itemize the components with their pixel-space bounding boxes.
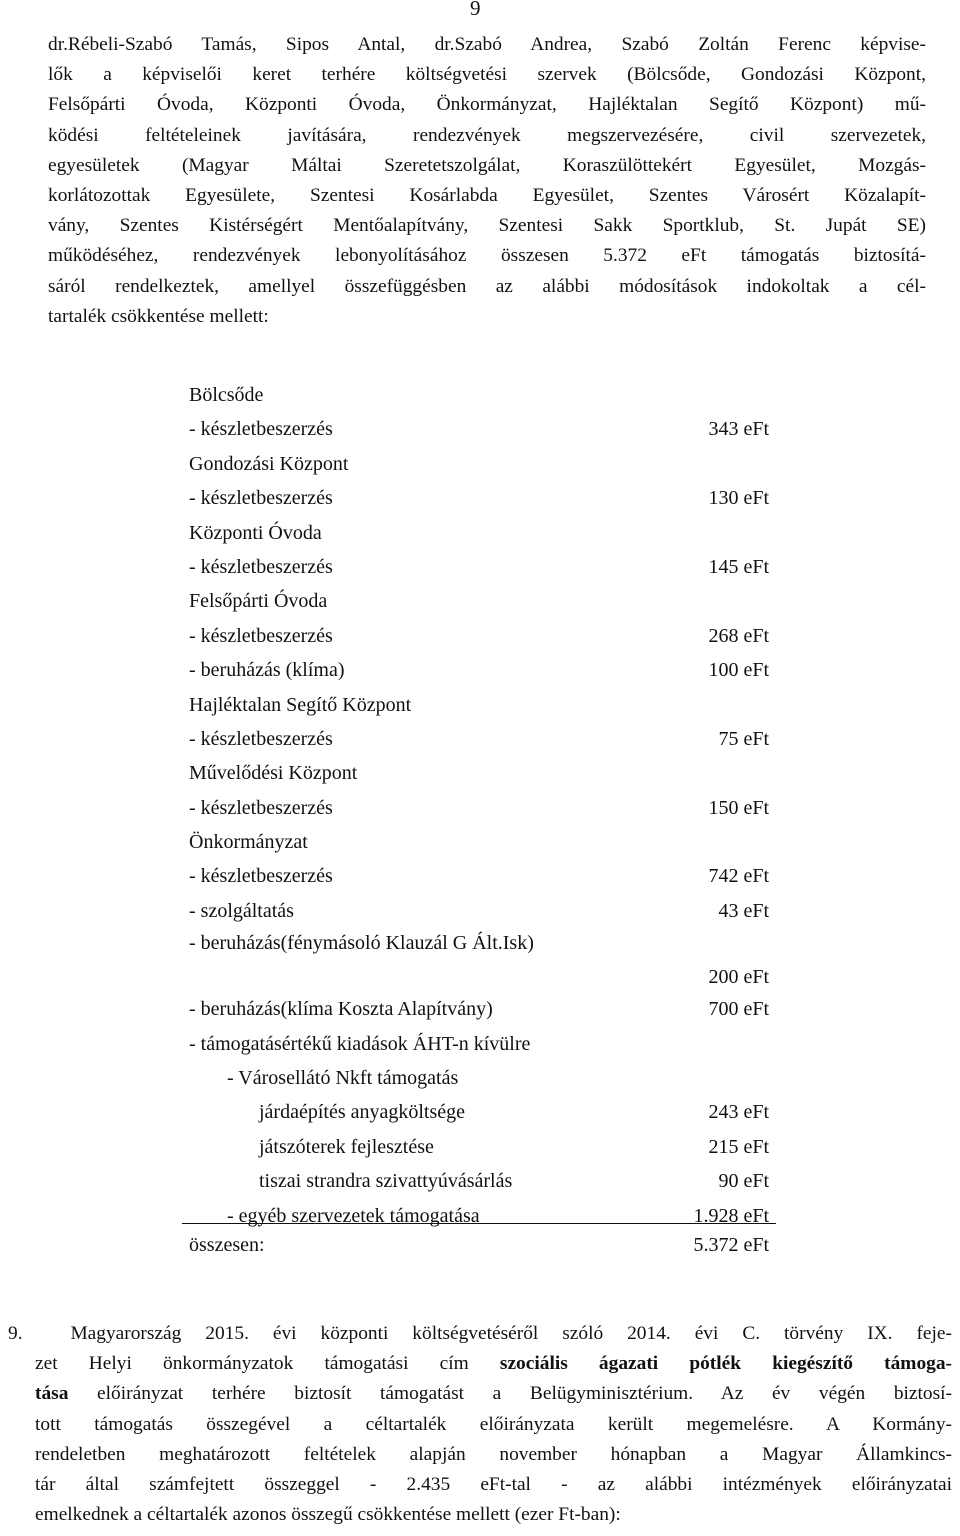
bold-text: szociális ágazati pótlék kiegészítő támoga-: [499, 1353, 952, 1375]
paragraph-line: [8, 1379, 952, 1409]
intro-line: dr.Rébeli-Szabó Tamás, Sipos Antal, dr.Szabó Andrea, Szabó Zoltán Ferenc képvise-: [48, 34, 926, 55]
row-label: Gondozási Központ: [189, 452, 349, 475]
paragraph-line: emelkednek a céltartalék azonos összegű csökkentése mellett (ezer Ft-ban):: [35, 1504, 621, 1526]
table-row: [189, 1130, 769, 1164]
intro-line: vány, Szentes Kistérségért Mentőalapítvány, Szentesi Sakk Sportklub, St. Jupát SE): [48, 215, 926, 237]
table-row: [189, 928, 769, 992]
table-row: [189, 481, 769, 515]
table-row: [189, 1027, 769, 1061]
intro-line: korlátozottak Egyesülete, Szentesi Kosárlabda Egyesület, Szentes Városért Közalapít-: [48, 185, 926, 207]
row-label: - készletbeszerzés: [189, 727, 333, 750]
table-row: [189, 378, 769, 412]
paragraph-line: [8, 1349, 952, 1379]
table-row: [189, 825, 769, 859]
table-row: [189, 447, 769, 481]
paragraph-line: [8, 1319, 952, 1349]
intro-line: lők a képviselői keret terhére költségvetési szervek (Bölcsőde, Gondozási Központ,: [48, 64, 926, 86]
row-label: - támogatásértékű kiadások ÁHT-n kívülre: [189, 1032, 531, 1055]
row-label: - készletbeszerzés: [189, 796, 333, 819]
table-row: [189, 584, 769, 618]
row-value: 100 eFt: [708, 659, 769, 682]
table-row: [189, 1061, 769, 1095]
row-label: - Városellátó Nkft támogatás: [227, 1067, 459, 1090]
row-label: tiszai strandra szivattyúvásárlás: [259, 1170, 513, 1193]
row-label: Önkormányzat: [189, 831, 308, 854]
table-row: [189, 1095, 769, 1129]
paragraph-line: rendeletben meghatározott feltételek alapján november hónapban a Magyar Államkincs-: [35, 1443, 952, 1465]
row-label: - beruházás (klíma): [189, 659, 345, 682]
row-label: járdaépítés anyagköltsége: [259, 1101, 466, 1124]
sum-divider: [182, 1223, 776, 1224]
intro-line: működéséhez, rendezvények lebonyolításához összesen 5.372 eFt támogatás biztosítá-: [48, 245, 926, 267]
row-label: - készletbeszerzés: [189, 487, 333, 510]
table-row: [189, 653, 769, 687]
table-row: [189, 756, 769, 790]
row-label: - szolgáltatás: [189, 899, 294, 922]
row-label: Bölcsőde: [189, 384, 264, 406]
row-value: 243 eFt: [708, 1101, 769, 1124]
row-value: 268 eFt: [708, 624, 769, 647]
table-row: [189, 619, 769, 653]
row-value: 200 eFt: [708, 966, 769, 989]
table-row: [189, 550, 769, 584]
paragraph-line: tár által számfejtett összeggel - 2.435 eFt-tal - az alábbi intézmények előirányzatai: [35, 1474, 952, 1496]
row-label: - készletbeszerzés: [189, 624, 333, 647]
section-9-paragraph: [8, 1319, 952, 1530]
row-label: - készletbeszerzés: [189, 865, 333, 888]
row-label: játszóterek fejlesztése: [259, 1135, 434, 1158]
row-label: - egyéb szervezetek támogatása: [227, 1204, 480, 1227]
paragraph-text: előirányzat terhére biztosít támogatást a Belügyminisztérium. Az év végén biztosí-: [68, 1383, 952, 1405]
section-number: 9.: [8, 1323, 23, 1344]
allocation-table: [189, 378, 769, 1233]
row-label: - beruházás(klíma Koszta Alapítvány): [189, 998, 493, 1021]
row-label: Művelődési Központ: [189, 762, 358, 785]
intro-paragraph: [48, 30, 926, 332]
row-value: 215 eFt: [708, 1135, 769, 1158]
table-row: [189, 516, 769, 550]
paragraph-text: zet Helyi önkormányzatok támogatási cím: [35, 1353, 500, 1375]
intro-line: ködési feltételeinek javítására, rendezvények megszervezésére, civil szervezetek,: [48, 124, 926, 146]
row-value: 343 eFt: [708, 418, 769, 441]
table-row: [189, 791, 769, 825]
row-value: 75 eFt: [718, 727, 769, 750]
total-row: [189, 1228, 769, 1262]
row-value: 43 eFt: [718, 899, 769, 922]
total-value: 5.372 eFt: [693, 1234, 769, 1256]
table-row: [189, 688, 769, 722]
row-label: - készletbeszerzés: [189, 418, 333, 441]
table-row: [189, 412, 769, 446]
paragraph-line: tott támogatás összegével a céltartalék előirányzata került megemelésre. A Kormány-: [35, 1413, 952, 1435]
table-row: [189, 722, 769, 756]
row-label: - beruházás(fénymásoló Klauzál G Ált.Isk): [189, 932, 534, 955]
row-label: Hajléktalan Segítő Központ: [189, 693, 412, 716]
intro-line: tartalék csökkentése mellett:: [48, 305, 269, 327]
intro-line: egyesületek (Magyar Máltai Szeretetszolgálat, Koraszülöttekért Egyesület, Mozgás-: [48, 154, 926, 176]
total-label: összesen:: [189, 1234, 265, 1256]
row-value: 1.928 eFt: [693, 1204, 769, 1227]
row-value: 700 eFt: [708, 998, 769, 1021]
intro-line: Felsőpárti Óvoda, Központi Óvoda, Önkormányzat, Hajléktalan Segítő Központ) mű-: [48, 94, 926, 116]
row-label: Központi Óvoda: [189, 521, 322, 544]
row-label: - készletbeszerzés: [189, 555, 333, 578]
table-row: [189, 1164, 769, 1198]
row-value: 150 eFt: [708, 796, 769, 819]
row-value: 90 eFt: [718, 1170, 769, 1193]
paragraph-text: Magyarország 2015. évi központi költségvetéséről szóló 2014. évi C. törvény IX. feje-: [70, 1323, 952, 1344]
bold-text: tása: [35, 1383, 69, 1405]
table-row: [189, 992, 769, 1026]
table-row: [189, 859, 769, 893]
row-value: 742 eFt: [708, 865, 769, 888]
row-value: 130 eFt: [708, 487, 769, 510]
table-row: [189, 894, 769, 928]
row-label: Felsőpárti Óvoda: [189, 590, 328, 613]
row-value: 145 eFt: [708, 555, 769, 578]
intro-line: sáról rendelkeztek, amellyel összefüggésben az alábbi módosítások indokoltak a cél-: [48, 275, 926, 297]
page-number: 9: [470, 0, 481, 20]
